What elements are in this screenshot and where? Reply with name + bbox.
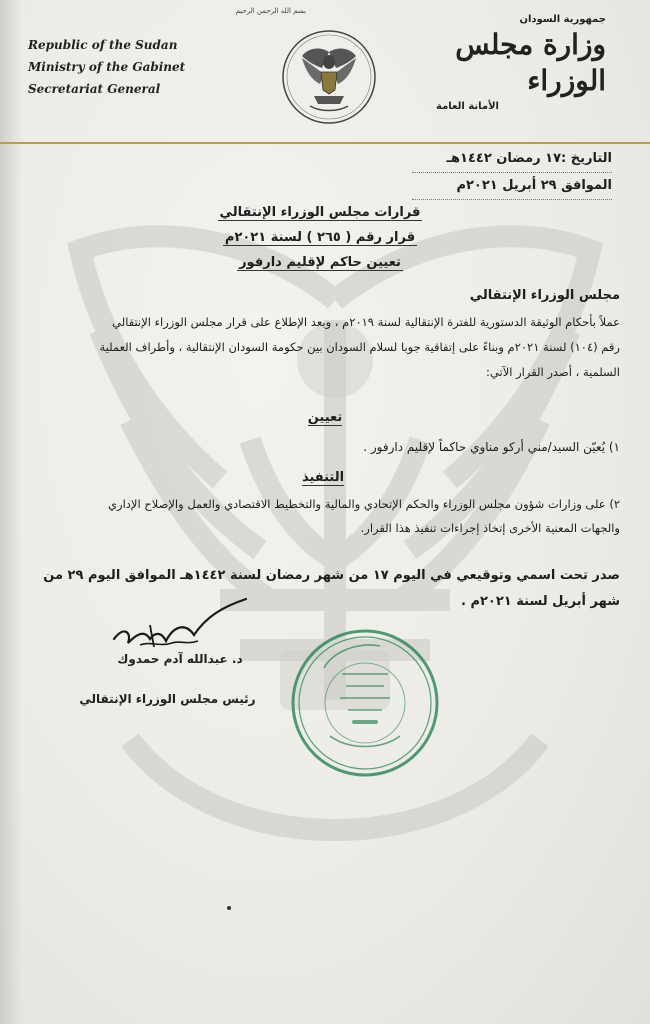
preamble-line: عملاً بأحكام الوثيقة الدستورية للفترة الإنتقالية لسنة ٢٠١٩م ، وبعد الإطلاع على قرار مجلس الوزراء الإنتقالي	[112, 315, 620, 329]
preamble-line: رقم (١٠٤) لسنة ٢٠٢١م وبناءً على إتفاقية جوبا لسلام السودان بين حكومة السودان الإنتقالية ، وأطراف العملية	[99, 340, 620, 354]
official-stamp-icon	[290, 628, 440, 778]
letterhead-arabic-republic: جمهورية السودان	[519, 14, 606, 25]
signatory-name: د. عبدالله آدم حمدوك	[117, 652, 243, 666]
issuance-line: شهر أبريل لسنة ٢٠٢١م .	[461, 594, 620, 609]
date-hijri: التاريخ :١٧ رمضان ١٤٤٢هـ	[412, 146, 612, 173]
page-shadow	[0, 0, 22, 1024]
clause-2-line: ٢) على وزارات شؤون مجلس الوزراء والحكم الإتحادي والمالية والتخطيط الاقتصادي والعمل والإصلاح الإداري	[108, 497, 620, 511]
letterhead-arabic-ministry: وزارة مجلس الوزراء	[455, 28, 606, 97]
council-heading: مجلس الوزراء الإنتقالي	[469, 288, 620, 303]
decision-title	[200, 200, 440, 275]
letterhead-secretariat: Secretariat General	[28, 82, 161, 96]
execution-heading-text: التنفيذ	[301, 470, 345, 485]
signatory-title: رئيس مجلس الوزراء الإنتقالي	[79, 692, 256, 706]
clause-1: ١) يُعيّن السيد/مني أركو مناوي حاكماً لإقليم دارفور .	[363, 440, 620, 454]
clause-2	[20, 492, 620, 540]
letterhead-divider	[0, 142, 650, 144]
appointment-heading-text: تعيين	[307, 410, 343, 425]
date-gregorian: الموافق ٢٩ أبريل ٢٠٢١م	[412, 173, 612, 200]
sudan-emblem-icon	[280, 28, 378, 126]
bismillah: بسم الله الرحمن الرحيم	[235, 7, 306, 15]
english-letterhead	[28, 34, 198, 100]
arabic-letterhead	[406, 14, 606, 112]
preamble-paragraph	[30, 310, 620, 385]
execution-heading	[288, 470, 358, 485]
clause-2-line: والجهات المعنية الأخرى إتخاذ إجراءات تنفيذ هذا القرار.	[360, 521, 620, 535]
date-block	[412, 146, 612, 200]
title-line-2: قرار رقم ( ٢٦٥ ) لسنة ٢٠٢١م	[224, 230, 416, 245]
appointment-heading	[300, 410, 350, 425]
issuance-line: صدر تحت اسمي وتوقيعي في اليوم ١٧ من شهر رمضان لسنة ١٤٤٢هـ الموافق اليوم ٢٩ من	[43, 568, 620, 583]
title-line-1: قرارات مجلس الوزراء الإنتقالي	[219, 205, 421, 220]
letterhead-arabic-secretariat: الأمانة العامة	[436, 101, 499, 112]
ink-speck	[227, 906, 231, 910]
letterhead-ministry: Ministry of the Gabinet	[28, 60, 186, 74]
title-line-3: تعيين حاكم لإقليم دارفور	[239, 255, 401, 270]
preamble-line: السلمية ، أصدر القرار الآتي:	[486, 365, 620, 379]
letterhead-republic: Republic of the Sudan	[28, 38, 178, 52]
